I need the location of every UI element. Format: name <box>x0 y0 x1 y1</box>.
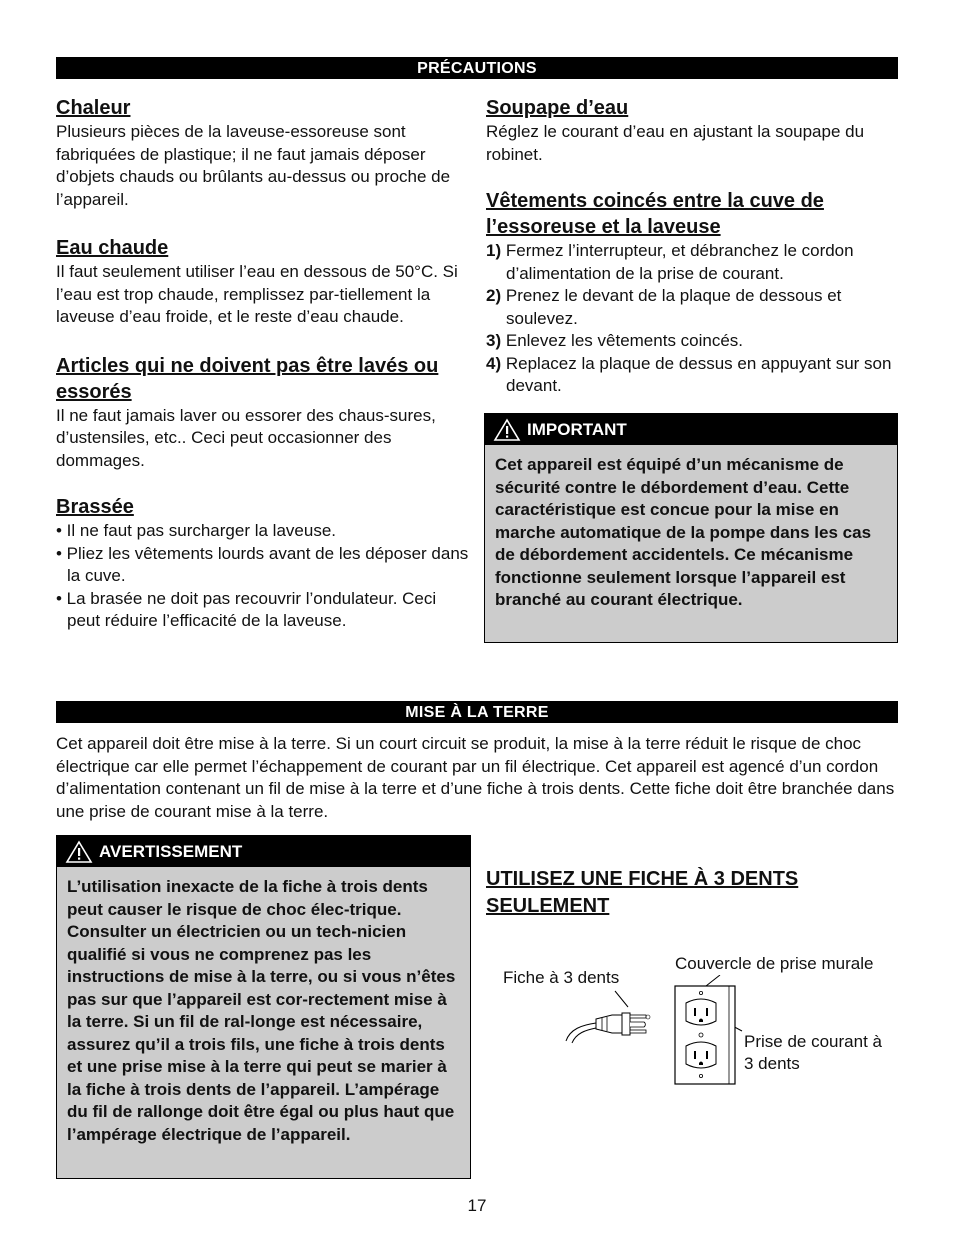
heading-articles: Articles qui ne doivent pas être lavés ou essorés <box>56 354 439 403</box>
warning-triangle-icon <box>65 840 93 864</box>
important-label: IMPORTANT <box>527 419 627 439</box>
precautions-right-column <box>486 95 898 398</box>
text-soupape: Réglez le courant d’eau en ajustant la soupape du robinet. <box>486 122 865 164</box>
warning-label: AVERTISSEMENT <box>99 841 243 861</box>
heading-chaleur: Chaleur <box>56 97 131 119</box>
heading-plug: UTILISEZ UNE FICHE À 3 DENTS SEULEMENT <box>486 868 799 917</box>
label-cover: Couvercle de prise murale <box>675 954 874 973</box>
bullet-item: • Il ne faut pas surcharger la laveuse. <box>56 521 336 540</box>
page-number: 17 <box>467 1196 487 1215</box>
text-eau-chaude: Il faut seulement utiliser l’eau en dessous de 50°C. Si l’eau est trop chaude, remplissez par-tiellement la laveuse d’eau froide, et le reste d’eau chaude. <box>56 262 458 326</box>
warning-text: L’utilisation inexacte de la fiche à trois dents peut causer le risque de choc élec-trique. Consulter un électricien ou un tech-nicien qualifié si vous ne comprenez pas les instructions de mise à la terre, ou si vous n’êtes pas sur que l’appareil est cor-rectement mise à la terre. Si un fil de ral-longe est nécessaire, assurez qu’il a trois fils, une fiche à trois dents et une prise mise à la terre qui peut se marier à la fiche à trois dents de l’appareil. L’ampérage du fil de rallonge doit être égal ou plus haut que l’ampérage électrique de l’appareil. <box>67 877 456 1144</box>
label-outlet: Prise de courant à 3 dents <box>744 1032 882 1073</box>
important-text: Cet appareil est équipé d’un mécanisme de sécurité contre le débordement d’eau. Cette caractéristique est concue pour la mise en marche automatique de la pompe dans les cas de débordement accidentels. Ce mécanisme fonctionne seulement lorsque l’appareil est branché au courant électrique. <box>495 455 872 609</box>
step-item: 1) Fermez l’interrupteur, et débranchez le cordon d’alimentation de la prise de courant. <box>486 241 854 283</box>
grounding-intro: Cet appareil doit être mise à la terre. Si un court circuit se produit, la mise à la terre réduit le risque de choc électrique car elle permet l’échappement de courant par un fil électrique. Cet appareil est agencé d’un cordon d’alimentation contenant un fil de mise à la terre et d’une fiche à trois dents. Cette fiche doit être branchée dans une prise de courant mise à la terre. <box>56 734 895 821</box>
plug-outlet-illustration <box>560 975 760 1090</box>
label-plug: Fiche à 3 dents <box>503 968 620 987</box>
heading-soupape: Soupape d’eau <box>486 97 629 119</box>
heading-brassee: Brassée <box>56 496 134 518</box>
text-articles: Il ne faut jamais laver ou essorer des chaus-sures, d’ustensiles, etc.. Ceci peut occasionner des dommages. <box>56 405 436 470</box>
precautions-left-column <box>56 95 471 633</box>
step-item: 4) Replacez la plaque de dessus en appuyant sur son devant. <box>486 353 892 395</box>
section-header-grounding: MISE À LA TERRE <box>56 701 898 723</box>
bullet-item: • La brasée ne doit pas recouvrir l’ondulateur. Ceci peut réduire l’efficacité de la laveuse. <box>56 588 437 630</box>
step-item: 3) Enlevez les vêtements coincés. <box>486 331 744 350</box>
warning-triangle-icon <box>493 418 521 442</box>
heading-vetements-coinces: Vêtements coincés entre la cuve de l’essoreuse et la laveuse <box>486 190 824 238</box>
section-header-precautions: PRÉCAUTIONS <box>56 57 898 79</box>
bullet-item: • Pliez les vêtements lourds avant de les déposer dans la cuve. <box>56 543 469 585</box>
warning-box <box>56 835 471 1179</box>
step-item: 2) Prenez le devant de la plaque de dessous et soulevez. <box>486 286 842 328</box>
text-chaleur: Plusieurs pièces de la laveuse-essoreuse sont fabriquées de plastique; il ne faut jamais déposer d’objets chauds ou brûlants au-dessus ou proche de l’appareil. <box>56 122 451 209</box>
important-box <box>484 413 898 643</box>
heading-eau-chaude: Eau chaude <box>56 237 169 259</box>
